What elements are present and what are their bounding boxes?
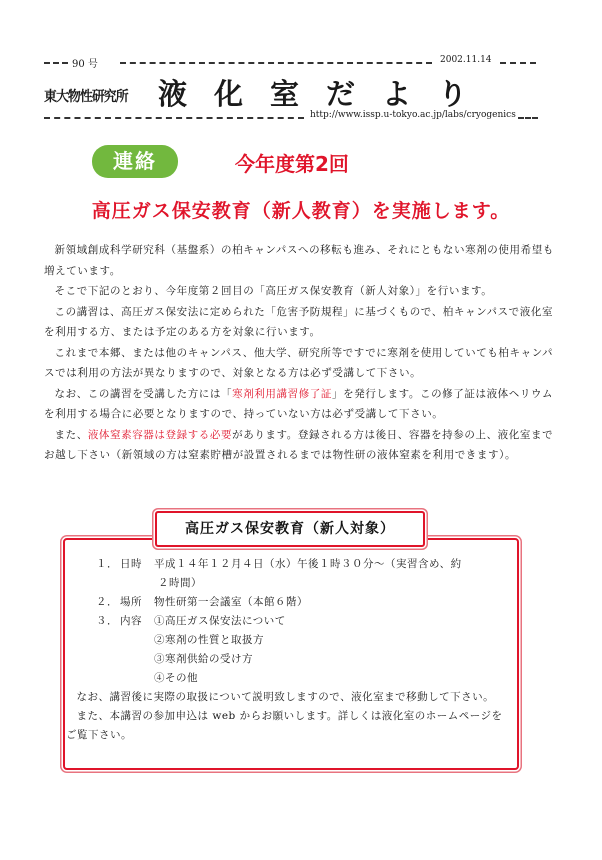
issue-date: 2002.11.14	[440, 55, 492, 65]
text-run: 」を発行します。この修了証は液体ヘリウムを利用する場合に必要となりますので、持っていない方は必ず受講して下さい。	[44, 387, 554, 420]
paragraph: これまで本郷、または他のキャンパス、他大学、研究所等ですでに寒剤を使用していても柏キャンパスでは利用の方法が異なりますので、対象となる方は必ず受講して下さい。	[44, 346, 554, 379]
detail-row-place	[66, 593, 506, 612]
detail-row-content	[66, 631, 506, 650]
note-paragraph: また、本講習の参加申込は web からお願いします。詳しくは液化室のホームページをご覧下さい。	[66, 710, 503, 741]
header-rule	[500, 62, 536, 64]
paragraph	[44, 384, 560, 425]
item-number: ３．	[96, 615, 118, 627]
website-url[interactable]: http://www.issp.u-tokyo.ac.jp/labs/cryogenics	[310, 110, 516, 120]
detail-row-content	[66, 650, 506, 669]
item-label: 内容	[120, 615, 142, 627]
item-value: ２時間）	[158, 577, 202, 589]
event-details	[66, 555, 506, 745]
item-value: 物性研第一会議室（本館６階）	[154, 596, 308, 608]
item-number: ２．	[96, 596, 118, 608]
notice-badge: 連絡	[92, 145, 178, 178]
article-body	[44, 240, 560, 466]
item-value: ③寒剤供給の受け方	[154, 653, 253, 665]
item-value: ①高圧ガス保安法について	[154, 615, 286, 627]
issue-number: 90 号	[72, 59, 98, 70]
item-label: 場所	[120, 596, 142, 608]
event-box-title: 高圧ガス保安教育（新人対象）	[155, 511, 425, 547]
header-rule	[120, 62, 432, 64]
highlighted-text: 寒剤利用講習修了証	[232, 387, 333, 400]
item-label: 日時	[120, 558, 142, 570]
text-run: なお、この講習を受講した方には「	[54, 387, 233, 400]
text-run: また、	[54, 428, 88, 441]
text-run: があります。登録される方は後日、容器を持参の上、液化室までお越し下さい（新領域の方は窒素貯槽が設置されるまでは物性研の液体窒素を利用できます）。	[44, 428, 554, 461]
detail-row-continuation	[66, 574, 506, 593]
header-rule	[518, 117, 538, 119]
notice-subtitle: 今年度第2回	[235, 152, 349, 176]
item-value: ②寒剤の性質と取扱方	[154, 634, 264, 646]
item-value: ④その他	[154, 672, 198, 684]
detail-row-content	[66, 612, 506, 631]
paragraph: 新領域創成科学研究科（基盤系）の柏キャンパスへの移転も進み、それにともない寒剤の使用希望も増えています。	[44, 244, 554, 277]
header-rule	[44, 117, 304, 119]
organization-name: 東大物性研究所	[44, 89, 128, 105]
note-paragraph: なお、講習後に実際の取扱について説明致しますので、液化室まで移動して下さい。	[76, 691, 495, 703]
detail-row-datetime	[66, 555, 506, 574]
newsletter-title: 液化室だより	[158, 77, 495, 111]
detail-row-content	[66, 669, 506, 688]
notice-headline: 高圧ガス保安教育（新人教育）を実施します。	[91, 200, 511, 222]
item-number: １．	[96, 558, 118, 570]
paragraph	[44, 425, 560, 466]
highlighted-text: 液体窒素容器は登録する必要	[87, 428, 233, 441]
paragraph: そこで下記のとおり、今年度第２回目の「高圧ガス保安教育（新人対象）」を行います。	[54, 285, 493, 297]
item-value: 平成１４年１２月４日（水）午後１時３０分～（実習含め、約	[154, 558, 462, 570]
header-rule	[44, 62, 68, 64]
paragraph: この講習は、高圧ガス保安法に定められた「危害予防規程」に基づくもので、柏キャンパスで液化室を利用する方、または予定のある方を対象に行います。	[44, 305, 554, 338]
